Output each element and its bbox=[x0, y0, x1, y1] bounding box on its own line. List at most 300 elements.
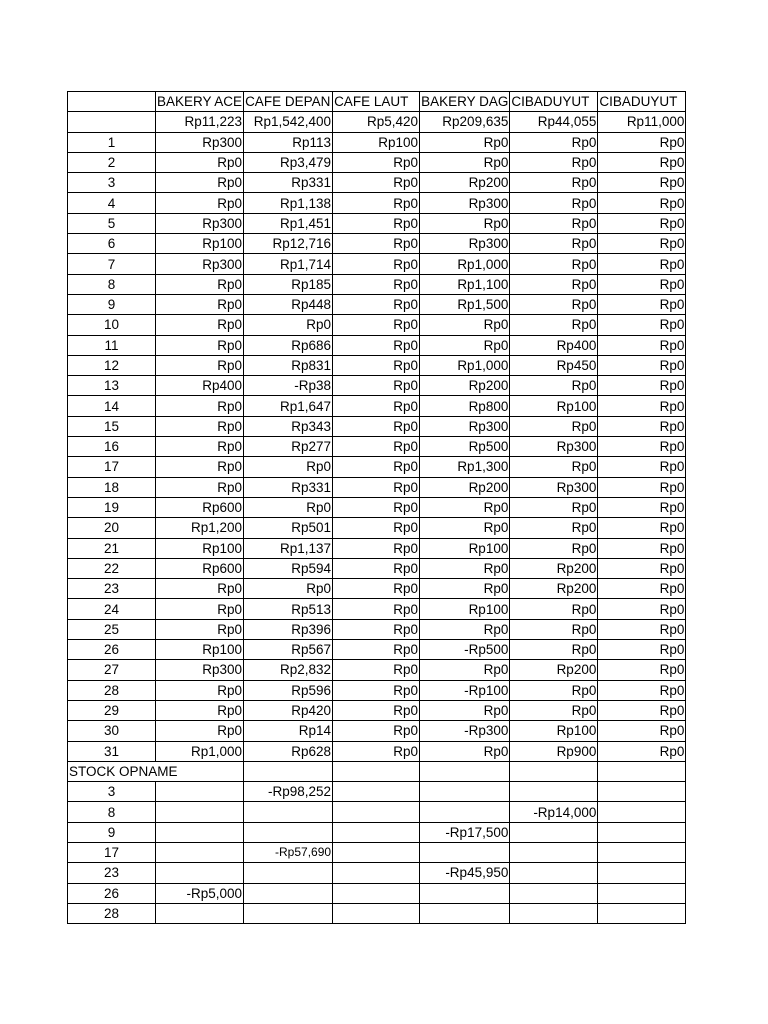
amount-cell[interactable]: Rp0 bbox=[333, 294, 420, 314]
amount-cell[interactable]: Rp0 bbox=[598, 254, 686, 274]
day-label-cell[interactable]: 22 bbox=[68, 558, 156, 578]
amount-cell[interactable]: Rp0 bbox=[598, 396, 686, 416]
amount-cell[interactable]: Rp200 bbox=[420, 477, 510, 497]
amount-cell[interactable]: Rp0 bbox=[156, 193, 244, 213]
amount-cell[interactable]: Rp0 bbox=[510, 173, 598, 193]
stock-opname-title[interactable]: STOCK OPNAME bbox=[68, 761, 244, 781]
stock-opname-day-cell[interactable]: 23 bbox=[68, 863, 156, 883]
amount-cell[interactable]: Rp396 bbox=[244, 619, 333, 639]
amount-cell[interactable]: Rp600 bbox=[156, 558, 244, 578]
day-label-cell[interactable]: 17 bbox=[68, 457, 156, 477]
amount-cell[interactable]: Rp200 bbox=[420, 173, 510, 193]
stock-opname-amount-cell[interactable] bbox=[598, 802, 686, 822]
amount-cell[interactable]: Rp0 bbox=[598, 680, 686, 700]
amount-cell[interactable]: Rp100 bbox=[510, 721, 598, 741]
stock-opname-amount-cell[interactable] bbox=[420, 903, 510, 923]
stock-opname-row bbox=[68, 863, 686, 883]
stock-opname-amount-cell[interactable]: -Rp98,252 bbox=[244, 782, 333, 802]
stock-opname-row bbox=[68, 822, 686, 842]
amount-cell[interactable]: Rp1,100 bbox=[420, 274, 510, 294]
stock-opname-day-cell[interactable]: 8 bbox=[68, 802, 156, 822]
day-label-cell[interactable]: 24 bbox=[68, 599, 156, 619]
amount-cell[interactable]: Rp0 bbox=[510, 213, 598, 233]
day-label-cell[interactable]: 2 bbox=[68, 152, 156, 172]
amount-cell[interactable]: Rp0 bbox=[510, 619, 598, 639]
stock-opname-amount-cell[interactable] bbox=[156, 822, 244, 842]
day-label-cell[interactable]: 30 bbox=[68, 721, 156, 741]
corner-cell[interactable] bbox=[68, 92, 156, 112]
column-header-cell[interactable]: BAKERY ACE bbox=[156, 92, 244, 112]
amount-cell[interactable]: Rp0 bbox=[598, 294, 686, 314]
amount-cell[interactable]: Rp0 bbox=[510, 680, 598, 700]
stock-opname-amount-cell[interactable] bbox=[244, 883, 333, 903]
amount-cell[interactable]: Rp0 bbox=[598, 213, 686, 233]
amount-cell[interactable]: Rp831 bbox=[244, 355, 333, 375]
amount-cell[interactable]: Rp0 bbox=[333, 538, 420, 558]
amount-cell[interactable]: Rp200 bbox=[420, 376, 510, 396]
amount-cell[interactable]: Rp0 bbox=[156, 335, 244, 355]
stock-opname-day-cell[interactable]: 26 bbox=[68, 883, 156, 903]
stock-opname-amount-cell[interactable] bbox=[598, 842, 686, 862]
amount-cell[interactable]: Rp0 bbox=[333, 477, 420, 497]
amount-cell[interactable]: Rp0 bbox=[333, 741, 420, 761]
amount-cell[interactable]: Rp1,000 bbox=[420, 254, 510, 274]
day-label-cell[interactable]: 16 bbox=[68, 437, 156, 457]
amount-cell[interactable]: Rp0 bbox=[420, 152, 510, 172]
day-label-cell[interactable]: 23 bbox=[68, 579, 156, 599]
amount-cell[interactable]: Rp500 bbox=[420, 437, 510, 457]
amount-cell[interactable]: Rp1,137 bbox=[244, 538, 333, 558]
column-header-cell[interactable]: BAKERY DAG bbox=[420, 92, 510, 112]
total-cell[interactable]: Rp1,542,400 bbox=[244, 112, 333, 132]
day-row bbox=[68, 274, 686, 294]
stock-opname-amount-cell[interactable] bbox=[333, 903, 420, 923]
amount-cell[interactable]: Rp0 bbox=[510, 234, 598, 254]
amount-cell[interactable]: Rp100 bbox=[420, 538, 510, 558]
amount-cell[interactable]: Rp0 bbox=[598, 619, 686, 639]
amount-cell[interactable]: Rp0 bbox=[156, 477, 244, 497]
column-header-cell[interactable]: CIBADUYUT bbox=[598, 92, 686, 112]
amount-cell[interactable]: Rp0 bbox=[598, 700, 686, 720]
column-header-cell[interactable]: CAFE LAUT bbox=[333, 92, 420, 112]
total-cell[interactable]: Rp11,223 bbox=[156, 112, 244, 132]
total-cell[interactable]: Rp11,000 bbox=[598, 112, 686, 132]
amount-cell[interactable]: Rp0 bbox=[333, 579, 420, 599]
amount-cell[interactable]: Rp100 bbox=[156, 640, 244, 660]
stock-opname-amount-cell[interactable] bbox=[244, 903, 333, 923]
amount-cell[interactable]: Rp0 bbox=[333, 254, 420, 274]
day-row bbox=[68, 518, 686, 538]
amount-cell[interactable]: Rp0 bbox=[510, 132, 598, 152]
stock-opname-amount-cell[interactable] bbox=[244, 863, 333, 883]
amount-cell[interactable]: Rp0 bbox=[598, 193, 686, 213]
amount-cell[interactable]: Rp0 bbox=[598, 315, 686, 335]
stock-opname-amount-cell[interactable] bbox=[420, 842, 510, 862]
stock-opname-amount-cell[interactable]: -Rp17,500 bbox=[420, 822, 510, 842]
amount-cell[interactable]: Rp0 bbox=[510, 152, 598, 172]
day-label-cell[interactable]: 29 bbox=[68, 700, 156, 720]
amount-cell[interactable]: Rp0 bbox=[156, 700, 244, 720]
stock-opname-day-cell[interactable]: 9 bbox=[68, 822, 156, 842]
amount-cell[interactable]: Rp1,138 bbox=[244, 193, 333, 213]
amount-cell[interactable]: Rp0 bbox=[244, 315, 333, 335]
amount-cell[interactable]: Rp0 bbox=[420, 213, 510, 233]
stock-opname-amount-cell[interactable] bbox=[244, 802, 333, 822]
amount-cell[interactable]: Rp343 bbox=[244, 416, 333, 436]
stock-opname-amount-cell[interactable] bbox=[333, 822, 420, 842]
amount-cell[interactable]: Rp0 bbox=[333, 376, 420, 396]
stock-opname-amount-cell[interactable]: -Rp14,000 bbox=[510, 802, 598, 822]
amount-cell[interactable]: Rp0 bbox=[420, 315, 510, 335]
day-label-cell[interactable]: 19 bbox=[68, 497, 156, 517]
amount-cell[interactable]: Rp0 bbox=[156, 396, 244, 416]
amount-cell[interactable]: Rp0 bbox=[333, 213, 420, 233]
amount-cell[interactable]: Rp0 bbox=[420, 497, 510, 517]
stock-opname-day-cell[interactable]: 28 bbox=[68, 903, 156, 923]
stock-opname-amount-cell[interactable] bbox=[420, 802, 510, 822]
amount-cell[interactable]: Rp0 bbox=[598, 457, 686, 477]
stock-opname-amount-cell[interactable] bbox=[598, 782, 686, 802]
amount-cell[interactable]: -Rp38 bbox=[244, 376, 333, 396]
amount-cell[interactable]: Rp12,716 bbox=[244, 234, 333, 254]
amount-cell[interactable]: Rp0 bbox=[420, 660, 510, 680]
amount-cell[interactable]: Rp0 bbox=[156, 579, 244, 599]
amount-cell[interactable]: Rp0 bbox=[598, 477, 686, 497]
empty-cell[interactable] bbox=[420, 761, 510, 781]
amount-cell[interactable]: Rp300 bbox=[156, 660, 244, 680]
amount-cell[interactable]: Rp100 bbox=[510, 396, 598, 416]
day-label-cell[interactable]: 12 bbox=[68, 355, 156, 375]
amount-cell[interactable]: Rp0 bbox=[420, 335, 510, 355]
stock-opname-amount-cell[interactable] bbox=[598, 822, 686, 842]
amount-cell[interactable]: Rp0 bbox=[333, 518, 420, 538]
stock-opname-amount-cell[interactable] bbox=[510, 863, 598, 883]
column-header-cell[interactable]: CIBADUYUT bbox=[510, 92, 598, 112]
stock-opname-amount-cell[interactable] bbox=[420, 883, 510, 903]
amount-cell[interactable]: Rp0 bbox=[333, 680, 420, 700]
day-label-cell[interactable]: 8 bbox=[68, 274, 156, 294]
amount-cell[interactable]: Rp420 bbox=[244, 700, 333, 720]
day-label-cell[interactable]: 28 bbox=[68, 680, 156, 700]
amount-cell[interactable]: Rp0 bbox=[333, 355, 420, 375]
amount-cell[interactable]: Rp1,000 bbox=[156, 741, 244, 761]
amount-cell[interactable]: Rp0 bbox=[510, 416, 598, 436]
stock-opname-amount-cell[interactable] bbox=[510, 842, 598, 862]
amount-cell[interactable]: Rp0 bbox=[510, 599, 598, 619]
amount-cell[interactable]: Rp100 bbox=[156, 538, 244, 558]
stock-opname-amount-cell[interactable] bbox=[156, 903, 244, 923]
amount-cell[interactable]: Rp300 bbox=[156, 132, 244, 152]
stock-opname-amount-cell[interactable] bbox=[333, 802, 420, 822]
day-label-cell[interactable]: 15 bbox=[68, 416, 156, 436]
amount-cell[interactable]: Rp0 bbox=[598, 538, 686, 558]
amount-cell[interactable]: Rp0 bbox=[598, 660, 686, 680]
empty-cell[interactable] bbox=[244, 761, 333, 781]
amount-cell[interactable]: Rp1,500 bbox=[420, 294, 510, 314]
amount-cell[interactable]: -Rp100 bbox=[420, 680, 510, 700]
stock-opname-amount-cell[interactable] bbox=[598, 863, 686, 883]
day-label-cell[interactable]: 31 bbox=[68, 741, 156, 761]
amount-cell[interactable]: Rp0 bbox=[333, 416, 420, 436]
amount-cell[interactable]: Rp0 bbox=[156, 619, 244, 639]
amount-cell[interactable]: Rp0 bbox=[598, 599, 686, 619]
amount-cell[interactable]: Rp567 bbox=[244, 640, 333, 660]
amount-cell[interactable]: Rp1,647 bbox=[244, 396, 333, 416]
amount-cell[interactable]: Rp0 bbox=[510, 497, 598, 517]
day-label-cell[interactable]: 14 bbox=[68, 396, 156, 416]
amount-cell[interactable]: Rp0 bbox=[598, 497, 686, 517]
amount-cell[interactable]: Rp300 bbox=[510, 437, 598, 457]
day-label-cell[interactable]: 27 bbox=[68, 660, 156, 680]
day-row bbox=[68, 396, 686, 416]
amount-cell[interactable]: Rp0 bbox=[156, 274, 244, 294]
total-cell[interactable]: Rp44,055 bbox=[510, 112, 598, 132]
amount-cell[interactable]: Rp0 bbox=[333, 274, 420, 294]
empty-cell[interactable] bbox=[598, 761, 686, 781]
stock-opname-amount-cell[interactable] bbox=[156, 863, 244, 883]
amount-cell[interactable]: Rp450 bbox=[510, 355, 598, 375]
amount-cell[interactable]: Rp0 bbox=[333, 660, 420, 680]
stock-opname-amount-cell[interactable] bbox=[420, 782, 510, 802]
empty-cell[interactable] bbox=[333, 761, 420, 781]
amount-cell[interactable]: Rp0 bbox=[510, 193, 598, 213]
day-label-cell[interactable]: 21 bbox=[68, 538, 156, 558]
amount-cell[interactable]: Rp0 bbox=[598, 274, 686, 294]
stock-opname-amount-cell[interactable] bbox=[333, 842, 420, 862]
stock-opname-amount-cell[interactable] bbox=[156, 782, 244, 802]
amount-cell[interactable]: Rp0 bbox=[510, 538, 598, 558]
amount-cell[interactable]: Rp0 bbox=[598, 132, 686, 152]
amount-cell[interactable]: Rp200 bbox=[510, 558, 598, 578]
amount-cell[interactable]: Rp300 bbox=[420, 193, 510, 213]
day-label-cell[interactable]: 9 bbox=[68, 294, 156, 314]
amount-cell[interactable]: Rp0 bbox=[156, 437, 244, 457]
header-row bbox=[68, 92, 686, 112]
day-label-cell[interactable]: 5 bbox=[68, 213, 156, 233]
day-label-cell[interactable]: 13 bbox=[68, 376, 156, 396]
amount-cell[interactable]: Rp0 bbox=[510, 294, 598, 314]
total-cell[interactable]: Rp5,420 bbox=[333, 112, 420, 132]
amount-cell[interactable]: Rp1,000 bbox=[420, 355, 510, 375]
amount-cell[interactable]: Rp0 bbox=[333, 437, 420, 457]
day-row bbox=[68, 538, 686, 558]
amount-cell[interactable]: Rp0 bbox=[420, 558, 510, 578]
amount-cell[interactable]: Rp0 bbox=[156, 294, 244, 314]
amount-cell[interactable]: Rp0 bbox=[156, 680, 244, 700]
stock-opname-day-cell[interactable]: 3 bbox=[68, 782, 156, 802]
amount-cell[interactable]: Rp100 bbox=[333, 132, 420, 152]
amount-cell[interactable]: Rp0 bbox=[420, 132, 510, 152]
amount-cell[interactable]: Rp800 bbox=[420, 396, 510, 416]
amount-cell[interactable]: Rp0 bbox=[420, 518, 510, 538]
amount-cell[interactable]: Rp0 bbox=[333, 558, 420, 578]
amount-cell[interactable]: Rp0 bbox=[598, 376, 686, 396]
amount-cell[interactable]: Rp300 bbox=[156, 213, 244, 233]
amount-cell[interactable]: Rp0 bbox=[333, 457, 420, 477]
amount-cell[interactable]: Rp0 bbox=[333, 315, 420, 335]
day-row bbox=[68, 193, 686, 213]
amount-cell[interactable]: -Rp500 bbox=[420, 640, 510, 660]
amount-cell[interactable]: Rp0 bbox=[333, 193, 420, 213]
stock-opname-amount-cell[interactable] bbox=[333, 863, 420, 883]
day-label-cell[interactable]: 26 bbox=[68, 640, 156, 660]
day-label-cell[interactable]: 10 bbox=[68, 315, 156, 335]
day-row bbox=[68, 376, 686, 396]
amount-cell[interactable]: Rp0 bbox=[156, 599, 244, 619]
stock-opname-amount-cell[interactable] bbox=[598, 903, 686, 923]
day-label-cell[interactable]: 6 bbox=[68, 234, 156, 254]
amount-cell[interactable]: Rp0 bbox=[244, 579, 333, 599]
stock-opname-row bbox=[68, 782, 686, 802]
amount-cell[interactable]: Rp300 bbox=[156, 254, 244, 274]
amount-cell[interactable]: Rp0 bbox=[598, 234, 686, 254]
amount-cell[interactable]: Rp1,200 bbox=[156, 518, 244, 538]
amount-cell[interactable]: Rp0 bbox=[598, 721, 686, 741]
amount-cell[interactable]: Rp300 bbox=[420, 416, 510, 436]
stock-opname-amount-cell[interactable] bbox=[156, 802, 244, 822]
stock-opname-day-cell[interactable]: 17 bbox=[68, 842, 156, 862]
amount-cell[interactable]: Rp0 bbox=[598, 518, 686, 538]
amount-cell[interactable]: Rp1,300 bbox=[420, 457, 510, 477]
amount-cell[interactable]: Rp448 bbox=[244, 294, 333, 314]
stock-opname-amount-cell[interactable] bbox=[244, 822, 333, 842]
stock-opname-amount-cell[interactable]: -Rp5,000 bbox=[156, 883, 244, 903]
amount-cell[interactable]: Rp200 bbox=[510, 579, 598, 599]
amount-cell[interactable]: Rp0 bbox=[156, 152, 244, 172]
stock-opname-amount-cell[interactable] bbox=[156, 842, 244, 862]
amount-cell[interactable]: Rp100 bbox=[156, 234, 244, 254]
amount-cell[interactable]: Rp0 bbox=[510, 274, 598, 294]
amount-cell[interactable]: Rp200 bbox=[510, 660, 598, 680]
amount-cell[interactable]: Rp594 bbox=[244, 558, 333, 578]
amount-cell[interactable]: Rp300 bbox=[420, 234, 510, 254]
column-header-cell[interactable]: CAFE DEPAN bbox=[244, 92, 333, 112]
amount-cell[interactable]: Rp0 bbox=[510, 518, 598, 538]
stock-opname-amount-cell[interactable] bbox=[333, 782, 420, 802]
amount-cell[interactable]: Rp0 bbox=[333, 234, 420, 254]
stock-opname-amount-cell[interactable] bbox=[598, 883, 686, 903]
amount-cell[interactable]: Rp0 bbox=[510, 254, 598, 274]
amount-cell[interactable]: Rp0 bbox=[598, 437, 686, 457]
day-label-cell[interactable]: 7 bbox=[68, 254, 156, 274]
amount-cell[interactable]: Rp0 bbox=[598, 640, 686, 660]
day-row bbox=[68, 700, 686, 720]
amount-cell[interactable]: Rp100 bbox=[420, 599, 510, 619]
amount-cell[interactable]: Rp1,714 bbox=[244, 254, 333, 274]
amount-cell[interactable]: Rp3,479 bbox=[244, 152, 333, 172]
total-cell[interactable]: Rp209,635 bbox=[420, 112, 510, 132]
amount-cell[interactable]: Rp513 bbox=[244, 599, 333, 619]
amount-cell[interactable]: Rp400 bbox=[156, 376, 244, 396]
stock-opname-amount-cell[interactable] bbox=[510, 883, 598, 903]
amount-cell[interactable]: Rp2,832 bbox=[244, 660, 333, 680]
amount-cell[interactable]: Rp686 bbox=[244, 335, 333, 355]
amount-cell[interactable]: Rp0 bbox=[333, 599, 420, 619]
amount-cell[interactable]: Rp0 bbox=[598, 579, 686, 599]
amount-cell[interactable]: Rp0 bbox=[510, 315, 598, 335]
amount-cell[interactable]: Rp0 bbox=[156, 416, 244, 436]
day-row bbox=[68, 457, 686, 477]
stock-opname-amount-cell[interactable] bbox=[333, 883, 420, 903]
stock-opname-title-row bbox=[68, 761, 686, 781]
amount-cell[interactable]: Rp185 bbox=[244, 274, 333, 294]
amount-cell[interactable]: Rp1,451 bbox=[244, 213, 333, 233]
amount-cell[interactable]: Rp331 bbox=[244, 173, 333, 193]
amount-cell[interactable]: Rp0 bbox=[333, 640, 420, 660]
stock-opname-amount-cell[interactable] bbox=[510, 903, 598, 923]
amount-cell[interactable]: Rp501 bbox=[244, 518, 333, 538]
amount-cell[interactable]: Rp0 bbox=[333, 497, 420, 517]
amount-cell[interactable]: -Rp300 bbox=[420, 721, 510, 741]
stock-opname-amount-cell[interactable] bbox=[510, 782, 598, 802]
amount-cell[interactable]: Rp0 bbox=[598, 741, 686, 761]
amount-cell[interactable]: Rp900 bbox=[510, 741, 598, 761]
amount-cell[interactable]: Rp0 bbox=[156, 173, 244, 193]
amount-cell[interactable]: Rp0 bbox=[420, 579, 510, 599]
day-label-cell[interactable]: 20 bbox=[68, 518, 156, 538]
amount-cell[interactable]: Rp0 bbox=[156, 315, 244, 335]
amount-cell[interactable]: Rp596 bbox=[244, 680, 333, 700]
amount-cell[interactable]: Rp331 bbox=[244, 477, 333, 497]
amount-cell[interactable]: Rp0 bbox=[598, 173, 686, 193]
amount-cell[interactable]: Rp0 bbox=[244, 497, 333, 517]
amount-cell[interactable]: Rp113 bbox=[244, 132, 333, 152]
day-label-cell[interactable]: 18 bbox=[68, 477, 156, 497]
amount-cell[interactable]: Rp0 bbox=[420, 700, 510, 720]
amount-cell[interactable]: Rp0 bbox=[244, 457, 333, 477]
amount-cell[interactable]: Rp0 bbox=[333, 396, 420, 416]
amount-cell[interactable]: Rp277 bbox=[244, 437, 333, 457]
amount-cell[interactable]: Rp0 bbox=[598, 152, 686, 172]
amount-cell[interactable]: Rp0 bbox=[420, 741, 510, 761]
stock-opname-amount-cell[interactable]: -Rp57,690 bbox=[244, 842, 333, 862]
amount-cell[interactable]: Rp300 bbox=[510, 477, 598, 497]
stock-opname-amount-cell[interactable]: -Rp45,950 bbox=[420, 863, 510, 883]
amount-cell[interactable]: Rp600 bbox=[156, 497, 244, 517]
amount-cell[interactable]: Rp0 bbox=[510, 700, 598, 720]
totals-label-cell[interactable] bbox=[68, 112, 156, 132]
amount-cell[interactable]: Rp0 bbox=[510, 640, 598, 660]
amount-cell[interactable]: Rp628 bbox=[244, 741, 333, 761]
amount-cell[interactable]: Rp0 bbox=[333, 173, 420, 193]
day-label-cell[interactable]: 4 bbox=[68, 193, 156, 213]
stock-opname-amount-cell[interactable] bbox=[510, 822, 598, 842]
amount-cell[interactable]: Rp0 bbox=[333, 335, 420, 355]
amount-cell[interactable]: Rp0 bbox=[510, 457, 598, 477]
day-label-cell[interactable]: 3 bbox=[68, 173, 156, 193]
amount-cell[interactable]: Rp0 bbox=[156, 721, 244, 741]
amount-cell[interactable]: Rp0 bbox=[156, 355, 244, 375]
amount-cell[interactable]: Rp0 bbox=[598, 416, 686, 436]
day-label-cell[interactable]: 25 bbox=[68, 619, 156, 639]
amount-cell[interactable]: Rp14 bbox=[244, 721, 333, 741]
amount-cell[interactable]: Rp0 bbox=[420, 619, 510, 639]
amount-cell[interactable]: Rp0 bbox=[333, 700, 420, 720]
empty-cell[interactable] bbox=[510, 761, 598, 781]
amount-cell[interactable]: Rp0 bbox=[598, 355, 686, 375]
day-label-cell[interactable]: 11 bbox=[68, 335, 156, 355]
amount-cell[interactable]: Rp0 bbox=[598, 558, 686, 578]
amount-cell[interactable]: Rp0 bbox=[333, 721, 420, 741]
amount-cell[interactable]: Rp400 bbox=[510, 335, 598, 355]
day-label-cell[interactable]: 1 bbox=[68, 132, 156, 152]
amount-cell[interactable]: Rp0 bbox=[510, 376, 598, 396]
amount-cell[interactable]: Rp0 bbox=[333, 619, 420, 639]
amount-cell[interactable]: Rp0 bbox=[598, 335, 686, 355]
amount-cell[interactable]: Rp0 bbox=[156, 457, 244, 477]
day-row bbox=[68, 741, 686, 761]
amount-cell[interactable]: Rp0 bbox=[333, 152, 420, 172]
